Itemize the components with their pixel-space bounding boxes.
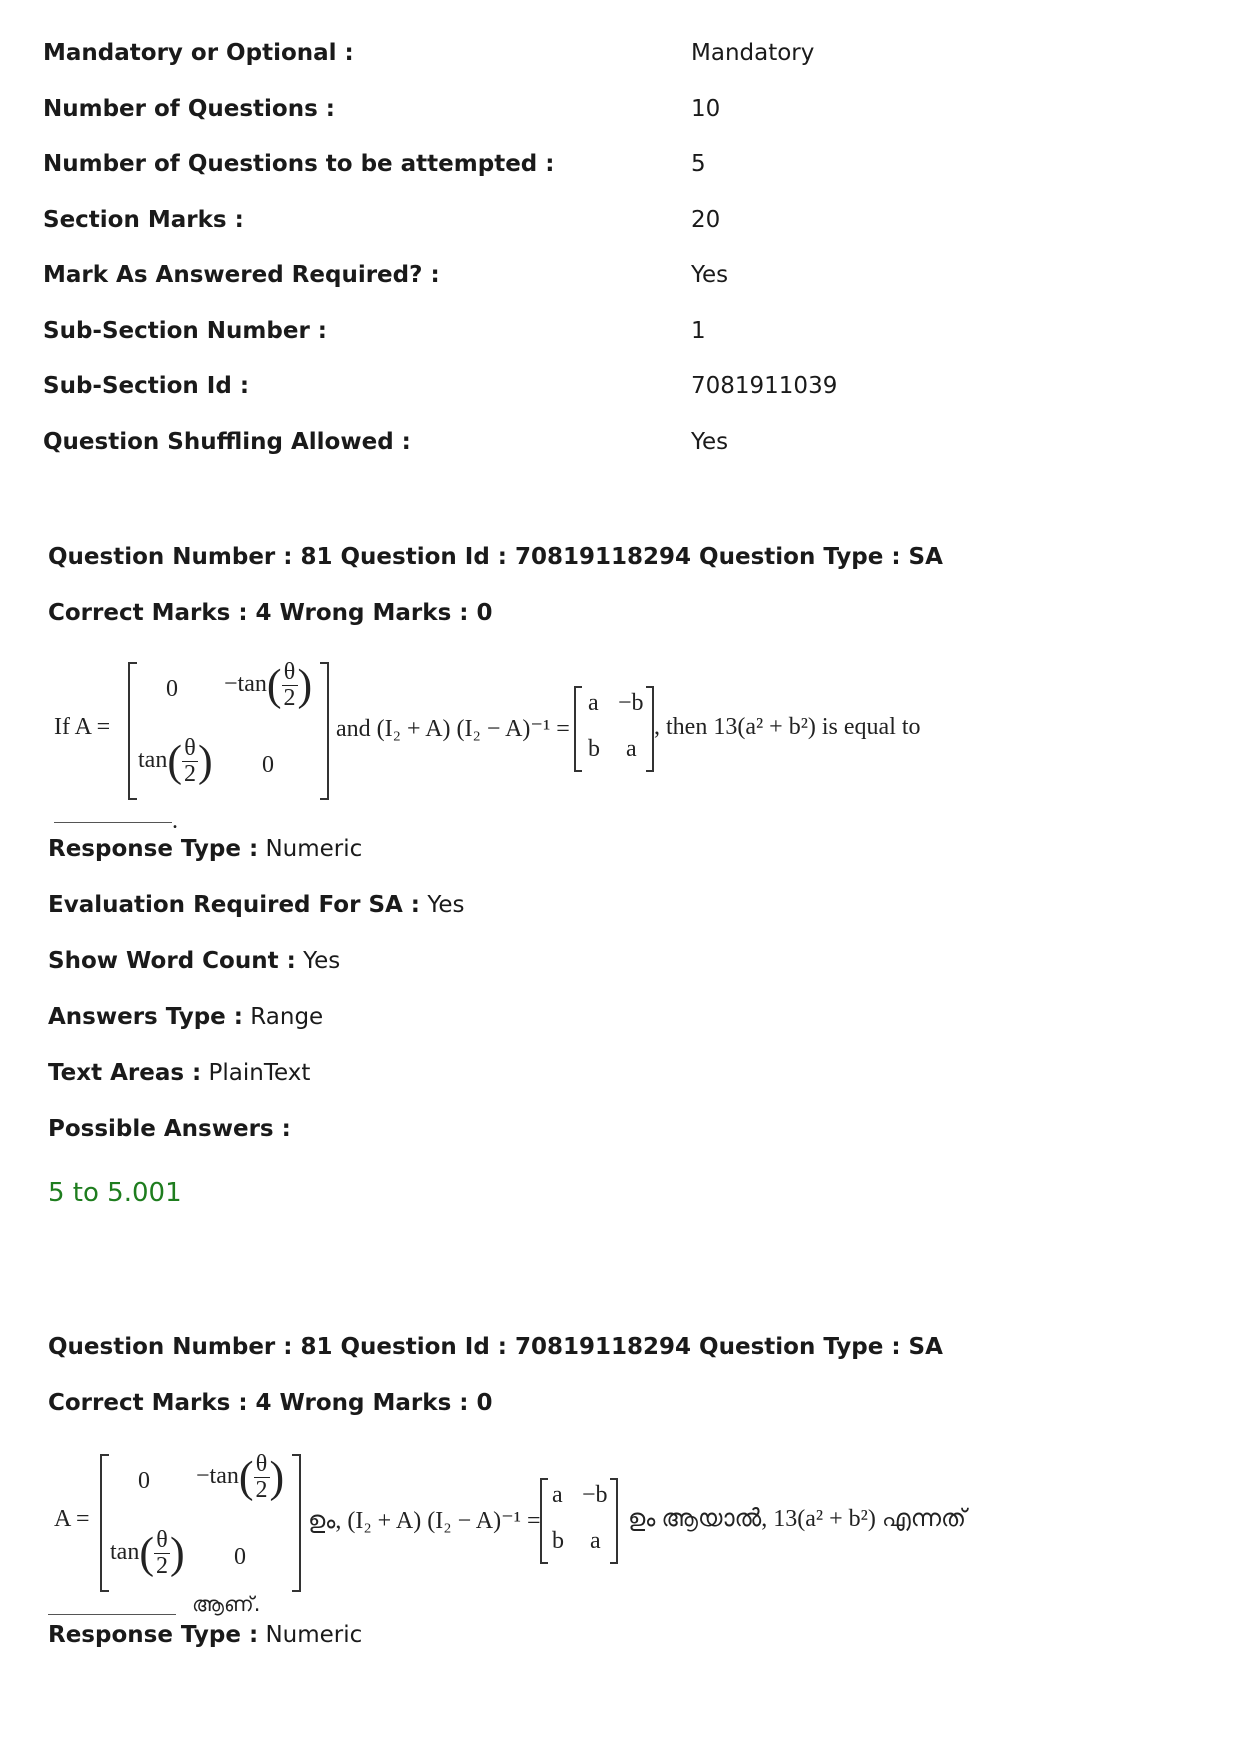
eq-tail: ആണ്. xyxy=(192,1592,261,1616)
fraction-num: θ xyxy=(182,736,198,762)
eq-and-text: and (I₂ + A) (I₂ − A)⁻¹ = xyxy=(336,716,570,742)
eq-neg-tan: −tan xyxy=(196,1463,239,1490)
meta-value: 7081911039 xyxy=(691,373,838,399)
fraction xyxy=(182,736,198,787)
matrix-cell: a xyxy=(626,736,637,762)
eq-if-a: If A = xyxy=(54,714,111,740)
answer-blank xyxy=(48,1614,176,1615)
eq-mid-text: ഉം, (I₂ + A) (I₂ − A)⁻¹ = xyxy=(308,1508,541,1534)
matrix-cell xyxy=(224,660,312,711)
eq-neg-tan: −tan xyxy=(224,671,267,698)
meta-value: 10 xyxy=(691,95,721,122)
meta-row xyxy=(43,316,1193,372)
meta-label: Mark As Answered Required? : xyxy=(43,262,440,288)
meta-value: Yes xyxy=(691,262,729,288)
question-marks: Correct Marks : 4 Wrong Marks : 0 xyxy=(48,600,493,626)
answers-type xyxy=(48,1004,1198,1060)
paren-left: ( xyxy=(266,660,282,710)
show-word-count xyxy=(48,948,1198,1004)
fraction-den: 2 xyxy=(283,685,296,712)
matrix-ab-right-bracket xyxy=(646,686,654,772)
meta-row xyxy=(43,205,1193,261)
meta-value: 5 xyxy=(691,151,706,177)
meta-label: Sub-Section Number : xyxy=(43,317,328,344)
fraction-den: 2 xyxy=(255,1477,268,1504)
matrix-cell xyxy=(138,736,213,787)
fraction-num: θ xyxy=(254,1452,270,1478)
fraction-num: θ xyxy=(154,1528,170,1554)
meta-row xyxy=(43,94,1193,150)
matrix-cell xyxy=(196,1452,284,1503)
meta-value: Mandatory xyxy=(691,40,815,66)
attr-label: Response Type : xyxy=(48,836,259,862)
attr-value: Numeric xyxy=(258,836,363,862)
fraction xyxy=(254,1452,270,1503)
matrix-cell: b xyxy=(588,736,600,762)
question-equation xyxy=(48,656,1198,836)
attr-value: PlainText xyxy=(201,1060,311,1086)
meta-value: Yes xyxy=(691,428,729,455)
attr-value: Yes xyxy=(295,948,341,974)
attr-label: Show Word Count : xyxy=(48,948,296,974)
paren-left: ( xyxy=(238,1452,254,1502)
meta-label: Mandatory or Optional : xyxy=(43,40,354,66)
paren-right: ) xyxy=(169,1528,185,1578)
meta-row xyxy=(43,371,1193,427)
attr-value: Range xyxy=(242,1004,324,1030)
possible-answer-value: 5 to 5.001 xyxy=(48,1178,182,1208)
answer-blank xyxy=(54,822,172,823)
evaluation-required xyxy=(48,892,1198,948)
meta-row xyxy=(43,149,1193,205)
meta-value: 1 xyxy=(691,317,706,344)
matrix-a-right-bracket xyxy=(292,1454,301,1592)
meta-label: Number of Questions : xyxy=(43,95,335,122)
possible-answers xyxy=(48,1116,1198,1172)
meta-label: Number of Questions to be attempted : xyxy=(43,151,555,177)
eq-tan: tan xyxy=(110,1539,140,1566)
matrix-a-right-bracket xyxy=(320,662,329,800)
paren-left: ( xyxy=(139,1528,154,1578)
eq-a-eq: A = xyxy=(54,1506,90,1532)
meta-label: Section Marks : xyxy=(43,206,244,233)
meta-label: Question Shuffling Allowed : xyxy=(43,428,411,455)
response-type xyxy=(48,1622,1198,1678)
matrix-cell: 0 xyxy=(138,1468,150,1494)
matrix-cell: −b xyxy=(618,690,644,716)
meta-row xyxy=(43,38,1193,94)
matrix-cell: 0 xyxy=(234,1544,246,1570)
section-meta xyxy=(43,38,1193,482)
question-equation xyxy=(48,1446,1198,1622)
question-english xyxy=(48,544,1198,1208)
fraction-den: 2 xyxy=(155,1553,168,1580)
matrix-cell: b xyxy=(552,1528,564,1554)
meta-value: 20 xyxy=(691,206,721,233)
eq-end-text: ഉം ആയാൽ, 13(a² + b²) എന്നത് xyxy=(628,1506,967,1532)
paren-right: ) xyxy=(297,660,313,710)
attr-value: Yes xyxy=(420,892,465,918)
matrix-a-left-bracket xyxy=(100,1454,109,1592)
fraction-num: θ xyxy=(282,660,298,686)
eq-tan: tan xyxy=(138,747,168,774)
paren-right: ) xyxy=(197,736,213,786)
matrix-cell: a xyxy=(552,1482,563,1508)
fraction xyxy=(154,1528,170,1579)
attr-label: Evaluation Required For SA : xyxy=(48,892,421,918)
meta-label: Sub-Section Id : xyxy=(43,373,250,399)
matrix-cell: 0 xyxy=(262,752,274,778)
attr-value: Numeric xyxy=(258,1622,363,1648)
matrix-ab-right-bracket xyxy=(610,1478,618,1564)
eq-dot: . xyxy=(172,808,178,834)
matrix-cell xyxy=(110,1528,185,1579)
response-type xyxy=(48,836,1198,892)
matrix-a-left-bracket xyxy=(128,662,137,800)
matrix-ab-left-bracket xyxy=(540,1478,548,1564)
attr-label: Text Areas : xyxy=(48,1060,202,1086)
question-header: Question Number : 81 Question Id : 70819118294 Question Type : SA xyxy=(48,1334,943,1360)
text-areas xyxy=(48,1060,1198,1116)
paren-right: ) xyxy=(269,1452,285,1502)
paren-left: ( xyxy=(167,736,182,786)
matrix-cell: a xyxy=(590,1528,601,1554)
eq-then-text: , then 13(a² + b²) is equal to xyxy=(654,714,921,740)
meta-row xyxy=(43,427,1193,483)
matrix-cell: a xyxy=(588,690,599,716)
question-malayalam xyxy=(48,1334,1198,1678)
question-header: Question Number : 81 Question Id : 70819118294 Question Type : SA xyxy=(48,544,943,570)
attr-label: Possible Answers : xyxy=(48,1116,291,1142)
fraction-den: 2 xyxy=(183,761,196,788)
matrix-ab-left-bracket xyxy=(574,686,582,772)
matrix-cell: 0 xyxy=(166,676,178,702)
attr-label: Response Type : xyxy=(48,1622,259,1648)
matrix-cell: −b xyxy=(582,1482,608,1508)
fraction xyxy=(282,660,298,711)
attr-label: Answers Type : xyxy=(48,1004,243,1030)
question-marks: Correct Marks : 4 Wrong Marks : 0 xyxy=(48,1390,493,1416)
meta-row xyxy=(43,260,1193,316)
